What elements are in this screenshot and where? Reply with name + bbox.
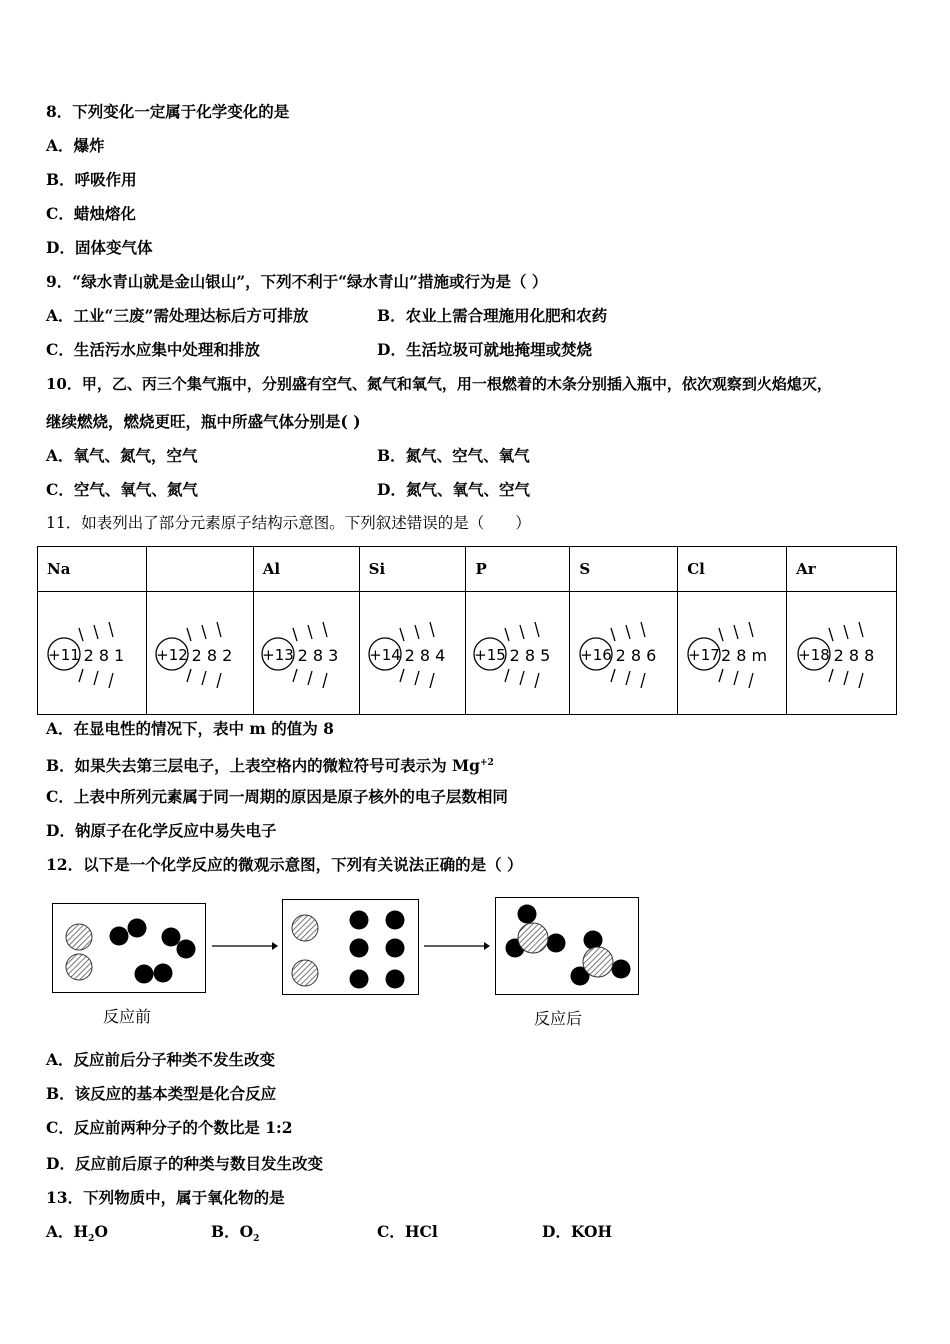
atom-structure-diagram xyxy=(796,608,888,698)
shell-arc-upper xyxy=(323,622,327,637)
black-atom xyxy=(110,927,129,946)
shell-arc-lower xyxy=(719,669,723,682)
element-cell-s: S xyxy=(570,547,678,592)
shell-arc-upper xyxy=(109,622,113,637)
black-atom xyxy=(350,939,369,958)
element-cell-p: P xyxy=(466,547,570,592)
atom-diagram-cell xyxy=(359,592,466,715)
black-atom xyxy=(177,940,196,959)
shell-arc-upper xyxy=(308,625,312,639)
hatched-atom xyxy=(66,954,92,980)
label-after-reaction: 反应后 xyxy=(534,1009,583,1028)
electron-shells: 2 8 3 xyxy=(297,646,339,665)
electron-shells: 2 8 4 xyxy=(404,646,445,665)
shell-arc-upper xyxy=(94,625,98,639)
q8-option-b: B．呼吸作用 xyxy=(46,170,137,189)
atom-diagram-cell xyxy=(38,592,147,715)
shell-arc-lower xyxy=(844,671,848,685)
nucleus-charge: +18 xyxy=(797,646,830,664)
nucleus-charge: +11 xyxy=(48,646,80,664)
q10-stem-line1: 10．甲，乙、丙三个集气瓶中，分别盛有空气、氮气和氧气，用一根燃着的木条分别插入瓶中，依次观察到火焰熄灭， xyxy=(46,375,832,393)
q13-option-b-pre: B．O xyxy=(211,1222,254,1241)
atom-structure-diagram xyxy=(367,608,459,698)
atomic-structure-table xyxy=(37,546,897,715)
q13-stem: 13．下列物质中，属于氧化物的是 xyxy=(46,1188,285,1207)
q13-option-a-post: O xyxy=(94,1222,108,1241)
shell-arc-lower xyxy=(749,673,753,688)
q11-option-a: A．在显电性的情况下，表中 m 的值为 8 xyxy=(46,719,334,738)
q8-option-a: A．爆炸 xyxy=(46,136,105,155)
reaction-before-box xyxy=(52,903,206,993)
shell-arc-upper xyxy=(520,625,524,639)
element-cell-blank xyxy=(146,547,253,592)
shell-arc-upper xyxy=(719,628,723,641)
shell-arc-lower xyxy=(217,673,221,688)
q8-option-d: D．固体变气体 xyxy=(46,238,153,257)
reaction-after-box xyxy=(495,897,639,995)
q10-option-c: C．空气、氧气、氮气 xyxy=(46,480,198,499)
hatched-atom xyxy=(518,923,548,953)
q11-option-c: C．上表中所列元素属于同一周期的原因是原子核外的电子层数相同 xyxy=(46,787,508,806)
shell-arc-lower xyxy=(308,671,312,685)
arrow-right-icon xyxy=(424,938,490,954)
shell-arc-upper xyxy=(79,628,83,641)
shell-arc-upper xyxy=(400,628,404,641)
shell-arc-upper xyxy=(202,625,206,639)
q12-option-d: D．反应前后原子的种类与数目发生改变 xyxy=(46,1154,323,1173)
shell-arc-upper xyxy=(859,622,863,637)
hatched-atom xyxy=(292,960,318,986)
shell-arc-upper xyxy=(829,628,833,641)
atom-diagram-cell xyxy=(678,592,787,715)
shell-arc-upper xyxy=(734,625,738,639)
electron-shells: 2 8 8 xyxy=(833,646,874,665)
nucleus-charge: +15 xyxy=(474,646,506,664)
atom-structure-diagram xyxy=(578,608,670,698)
black-atom xyxy=(518,905,537,924)
q9-option-a: A．工业“三废”需处理达标后方可排放 xyxy=(46,306,309,325)
electron-shells: 2 8 5 xyxy=(509,646,551,665)
atom-structure-diagram xyxy=(472,608,564,698)
atom-diagram-cell xyxy=(466,592,570,715)
shell-arc-upper xyxy=(430,622,434,637)
black-atom xyxy=(386,939,405,958)
shell-arc-lower xyxy=(611,669,615,682)
atom-diagram-cell xyxy=(570,592,678,715)
q10-option-a: A．氧气、氮气，空气 xyxy=(46,446,198,465)
q9-option-d: D．生活垃圾可就地掩埋或焚烧 xyxy=(377,340,592,359)
q11-option-b-text: B．如果失去第三层电子，上表空格内的微粒符号可表示为 Mg xyxy=(46,756,480,776)
q13-option-a xyxy=(46,1222,108,1249)
q9-stem: 9．“绿水青山就是金山银山”，下列不利于“绿水青山”措施或行为是（ ） xyxy=(46,272,548,291)
nucleus-charge: +14 xyxy=(368,646,401,664)
electron-shells: 2 8 2 xyxy=(191,646,233,665)
element-cell-na: Na xyxy=(38,547,147,592)
shell-arc-lower xyxy=(734,671,738,685)
q13-option-c: C．HCl xyxy=(377,1222,438,1241)
q13-option-d: D．KOH xyxy=(542,1222,613,1241)
label-before-reaction: 反应前 xyxy=(103,1007,152,1026)
q8-option-c: C．蜡烛熔化 xyxy=(46,204,136,223)
element-cell-cl: Cl xyxy=(678,547,787,592)
arrow-right-icon xyxy=(212,938,278,954)
black-atom xyxy=(128,919,147,938)
q13-option-b xyxy=(211,1222,259,1249)
atom-diagram-cell xyxy=(787,592,897,715)
element-cell-ar: Ar xyxy=(787,547,897,592)
element-cell-si: Si xyxy=(359,547,466,592)
reaction-after-molecules xyxy=(496,898,638,994)
reaction-before-molecules xyxy=(53,904,205,992)
shell-arc-upper xyxy=(535,622,539,637)
q10-option-d: D．氮气、氧气、空气 xyxy=(377,480,530,499)
element-cell-al: Al xyxy=(253,547,359,592)
shell-arc-upper xyxy=(749,622,753,637)
electron-shells: 2 8 m xyxy=(721,646,768,665)
black-atom xyxy=(386,970,405,989)
black-atom xyxy=(547,934,566,953)
reaction-middle-atoms xyxy=(283,900,418,994)
q10-stem-line2: 继续燃烧，燃烧更旺，瓶中所盛气体分别是( ) xyxy=(46,412,361,431)
q11-option-b xyxy=(46,753,494,776)
q13-option-a-pre: A．H xyxy=(46,1222,89,1241)
electron-shells: 2 8 1 xyxy=(83,646,125,665)
q9-option-c: C．生活污水应集中处理和排放 xyxy=(46,340,260,359)
q13-option-a-sub: 2 xyxy=(88,1234,95,1245)
shell-arc-upper xyxy=(187,628,191,641)
shell-arc-upper xyxy=(415,625,419,639)
shell-arc-lower xyxy=(94,671,98,685)
q8-stem: 8．下列变化一定属于化学变化的是 xyxy=(46,102,290,121)
shell-arc-lower xyxy=(79,669,83,682)
atom-structure-diagram xyxy=(260,608,352,698)
shell-arc-lower xyxy=(430,673,434,688)
electron-shells: 2 8 6 xyxy=(615,646,657,665)
shell-arc-lower xyxy=(109,673,113,688)
black-atom xyxy=(612,960,631,979)
shell-arc-lower xyxy=(641,673,645,688)
q11-option-d: D．钠原子在化学反应中易失电子 xyxy=(46,821,277,840)
q11-stem: 11．如表列出了部分元素原子结构示意图。下列叙述错误的是（ ） xyxy=(46,514,531,532)
q12-option-a: A．反应前后分子种类不发生改变 xyxy=(46,1050,276,1069)
q11-option-b-charge: +2 xyxy=(480,758,494,768)
atom-structure-diagram xyxy=(46,608,138,698)
shell-arc-lower xyxy=(535,673,539,688)
black-atom xyxy=(350,911,369,930)
q12-option-c: C．反应前两种分子的个数比是 1:2 xyxy=(46,1118,293,1137)
nucleus-charge: +16 xyxy=(579,646,612,664)
atom-diagram-cell xyxy=(253,592,359,715)
shell-arc-lower xyxy=(293,669,297,682)
nucleus-charge: +17 xyxy=(688,646,720,664)
nucleus-charge: +12 xyxy=(155,646,188,664)
black-atom xyxy=(154,964,173,983)
q9-option-b: B．农业上需合理施用化肥和农药 xyxy=(377,306,608,325)
shell-arc-upper xyxy=(626,625,630,639)
shell-arc-lower xyxy=(415,671,419,685)
shell-arc-lower xyxy=(829,669,833,682)
atom-structure-diagram xyxy=(686,608,778,698)
q10-option-b: B．氮气、空气、氧气 xyxy=(377,446,530,465)
reaction-middle-box xyxy=(282,899,419,995)
hatched-atom xyxy=(583,947,613,977)
shell-arc-upper xyxy=(641,622,645,637)
shell-arc-lower xyxy=(400,669,404,682)
q12-option-b: B．该反应的基本类型是化合反应 xyxy=(46,1084,277,1103)
shell-arc-lower xyxy=(202,671,206,685)
shell-arc-upper xyxy=(217,622,221,637)
shell-arc-upper xyxy=(611,628,615,641)
hatched-atom xyxy=(292,915,318,941)
black-atom xyxy=(162,928,181,947)
atom-structure-diagram xyxy=(154,608,246,698)
shell-arc-upper xyxy=(293,628,297,641)
q13-option-b-sub: 2 xyxy=(253,1234,260,1245)
nucleus-charge: +13 xyxy=(262,646,294,664)
shell-arc-upper xyxy=(505,628,509,641)
shell-arc-upper xyxy=(844,625,848,639)
black-atom xyxy=(135,965,154,984)
shell-arc-lower xyxy=(626,671,630,685)
shell-arc-lower xyxy=(859,673,863,688)
black-atom xyxy=(386,911,405,930)
black-atom xyxy=(350,970,369,989)
atom-diagram-cell xyxy=(146,592,253,715)
shell-arc-lower xyxy=(505,669,509,682)
hatched-atom xyxy=(66,924,92,950)
shell-arc-lower xyxy=(323,673,327,688)
shell-arc-lower xyxy=(187,669,191,682)
q12-stem: 12．以下是一个化学反应的微观示意图，下列有关说法正确的是（ ） xyxy=(46,855,523,874)
shell-arc-lower xyxy=(520,671,524,685)
